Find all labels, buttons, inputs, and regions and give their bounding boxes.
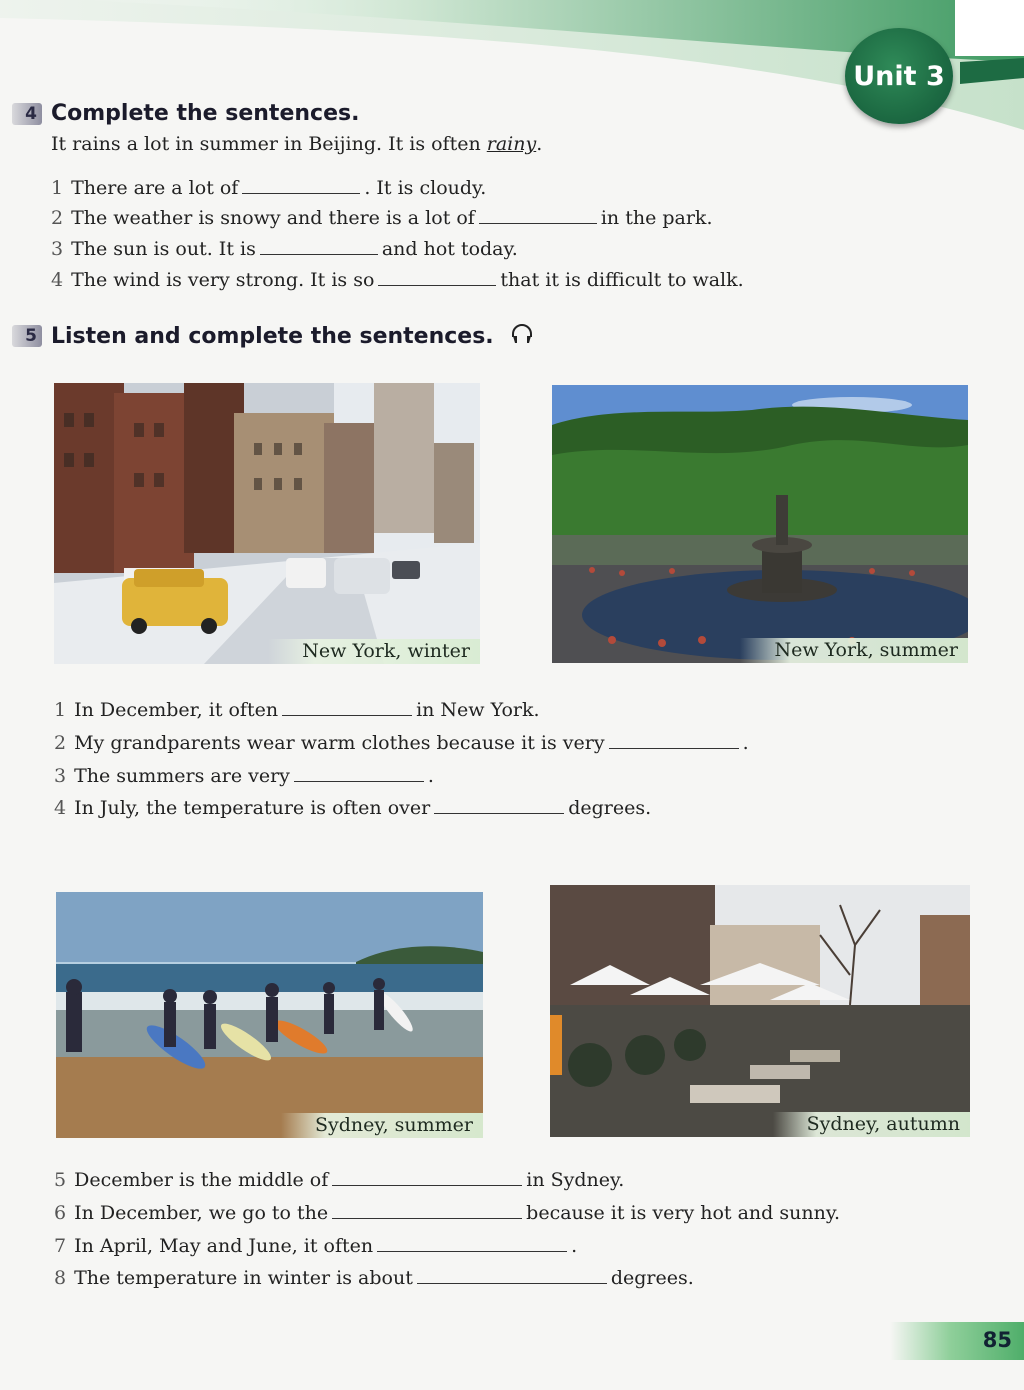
sentence-text: In April, May and June, it often [74, 1235, 374, 1257]
sentence-text: . [742, 732, 749, 754]
sentence-text: The sun is out. It is [71, 238, 256, 260]
answer-blank[interactable] [378, 267, 496, 286]
photo-new-york-summer [552, 385, 968, 663]
sentence-item [54, 763, 434, 787]
sentence-text: December is the middle of [74, 1169, 329, 1191]
answer-blank[interactable] [282, 697, 412, 716]
sentence-item [54, 1200, 840, 1224]
answer-blank[interactable] [609, 730, 739, 749]
street-scene-image [54, 383, 480, 664]
sentence-text: In December, it often [74, 699, 279, 721]
sentence-item [54, 697, 540, 721]
sentence-item [51, 267, 744, 291]
photo-caption: New York, winter [268, 639, 480, 664]
answer-blank[interactable] [242, 175, 360, 194]
sentence-text: The weather is snowy and there is a lot of [71, 207, 475, 229]
headphones-icon[interactable] [510, 322, 534, 350]
photo-caption: New York, summer [740, 638, 968, 663]
sentence-item [54, 1265, 694, 1289]
sentence-text: The temperature in winter is about [74, 1267, 413, 1289]
sentence-text: in Sydney. [526, 1169, 625, 1191]
sentence-text: in New York. [416, 699, 540, 721]
photo-sydney-autumn [550, 885, 970, 1137]
sentence-text: The wind is very strong. It is so [71, 269, 375, 291]
sentence-text: . [571, 1235, 578, 1257]
answer-blank[interactable] [377, 1233, 567, 1252]
beach-surfers-image [56, 892, 483, 1138]
exercise-number: 5 [12, 325, 42, 347]
answer-blank[interactable] [294, 763, 424, 782]
unit-badge: Unit 3 [845, 28, 953, 124]
corner-blank [955, 0, 1024, 56]
example-prefix: It rains a lot in summer in Beijing. It is often [51, 133, 487, 155]
answer-blank[interactable] [332, 1200, 522, 1219]
photo-caption: Sydney, autumn [773, 1112, 970, 1137]
exercise-5-heading [12, 322, 534, 350]
answer-blank[interactable] [260, 236, 378, 255]
item-number: 6 [54, 1202, 67, 1224]
example-answer: rainy [486, 133, 537, 155]
example-suffix: . [536, 133, 543, 155]
sentence-item [51, 175, 486, 199]
photo-new-york-winter [54, 383, 480, 664]
item-number: 4 [54, 797, 67, 819]
sentence-item [54, 1167, 624, 1191]
answer-blank[interactable] [332, 1167, 522, 1186]
sentence-item [54, 1233, 577, 1257]
sentence-item [54, 795, 651, 819]
item-number: 3 [54, 765, 67, 787]
item-number: 3 [51, 238, 64, 260]
sentence-item [51, 236, 518, 260]
sentence-text: In December, we go to the [74, 1202, 329, 1224]
sentence-text: . [427, 765, 434, 787]
answer-blank[interactable] [479, 205, 597, 224]
sentence-text: There are a lot of [71, 177, 239, 199]
sentence-text: degrees. [568, 797, 652, 819]
item-number: 1 [51, 177, 64, 199]
answer-blank[interactable] [417, 1265, 607, 1284]
exercise-4-heading [12, 101, 359, 126]
sentence-text: because it is very hot and sunny. [526, 1202, 841, 1224]
page-number-tab [890, 1322, 1024, 1360]
item-number: 5 [54, 1169, 67, 1191]
exercise-title: Listen and complete the sentences. [51, 323, 494, 349]
sentence-text: In July, the temperature is often over [74, 797, 431, 819]
photo-sydney-summer [56, 892, 483, 1138]
answer-blank[interactable] [434, 795, 564, 814]
sentence-item [51, 205, 712, 229]
sentence-text: . It is cloudy. [364, 177, 487, 199]
exercise-number: 4 [12, 103, 42, 125]
sentence-text: that it is difficult to walk. [500, 269, 744, 291]
park-fountain-image [552, 385, 968, 663]
exercise-title: Complete the sentences. [51, 101, 360, 126]
sentence-text: My grandparents wear warm clothes because it is very [74, 732, 605, 754]
photo-caption: Sydney, summer [281, 1113, 483, 1138]
item-number: 8 [54, 1267, 67, 1289]
item-number: 4 [51, 269, 64, 291]
example-sentence [51, 133, 542, 155]
sentence-text: in the park. [600, 207, 713, 229]
item-number: 1 [54, 699, 67, 721]
item-number: 2 [51, 207, 64, 229]
sentence-text: degrees. [610, 1267, 694, 1289]
sentence-text: and hot today. [381, 238, 518, 260]
sentence-text: The summers are very [74, 765, 290, 787]
item-number: 2 [54, 732, 67, 754]
street-cafe-image [550, 885, 970, 1137]
item-number: 7 [54, 1235, 67, 1257]
page-number: 85 [982, 1328, 1012, 1352]
sentence-item [54, 730, 749, 754]
